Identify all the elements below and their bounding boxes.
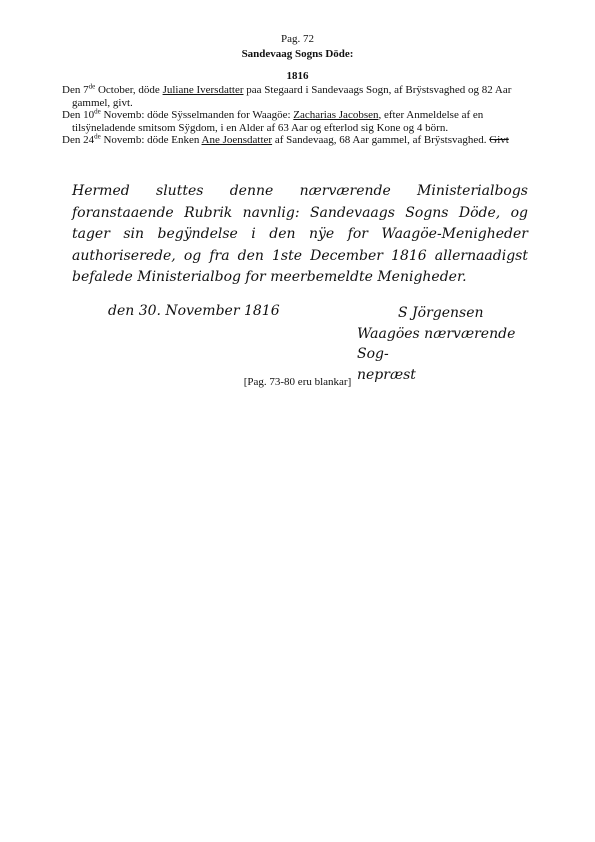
signature-block: [357, 303, 532, 385]
death-entry-3: [62, 134, 542, 147]
blank-pages-note: [Pag. 73-80 eru blankar]: [243, 376, 352, 388]
closing-date: den 30. November 1816: [108, 303, 280, 319]
entry-date-suffix: de: [94, 132, 101, 141]
death-entry-2: [62, 109, 542, 134]
struck-word: Givt: [489, 134, 509, 146]
entry-person-name: Juliane Iversdatter: [162, 84, 244, 96]
entry-date: Den 7: [62, 84, 89, 96]
entry-date: Den 10: [62, 109, 95, 121]
year-heading: 1816: [286, 70, 309, 82]
entry-date: Den 24: [62, 134, 95, 146]
entry-person-name: Ane Joensdatter: [201, 134, 273, 146]
signature-title-line-1: Waagöes nærværende Sog-: [357, 325, 516, 362]
entry-text: paa Stegaard i Sandevaags Sogn, af Brÿstsvaghed og 82 Aar gammel, givt.: [72, 84, 512, 109]
handwritten-closing-note: [72, 181, 528, 289]
signature-title-line-2: nepræst: [357, 366, 416, 383]
entry-person-name: Zacharias Jacobsen: [293, 109, 379, 121]
death-entry-1: [62, 84, 542, 109]
page-number: Pag. 72: [281, 33, 314, 45]
entry-text: Novemb: döde Sÿsselmanden for Waagöe:: [100, 109, 294, 121]
entry-date-suffix: de: [88, 82, 96, 91]
death-entries: [62, 84, 542, 147]
entry-text: October, döde: [95, 84, 163, 96]
page-title: Sandevaag Sogns Döde:: [241, 48, 354, 60]
entry-date-suffix: de: [94, 107, 101, 116]
closing-paragraph: Hermed sluttes denne nærværende Ministerialbogs foranstaaende Rubrik navnlig: Sandevaags Sogns Döde, og tager sin begÿndelse i den nÿe for Waagöe-Menigheder authoriserede, og fra den 1ste December 1816 allernaadigst befalede Ministerialbog for meerbemeldte Menigheder.: [72, 183, 528, 286]
entry-text: Novemb: döde Enken: [100, 134, 202, 146]
entry-text: af Sandevaag, 68 Aar gammel, af Brÿstsvaghed.: [272, 134, 490, 146]
entry-text: , efter Anmeldelse af en tilsÿneladende smitsom Sÿgdom, i en Alder af 63 Aar og efterlod sig Kone og 4 börn.: [72, 109, 484, 134]
signature-name: S Jörgensen: [398, 305, 484, 321]
